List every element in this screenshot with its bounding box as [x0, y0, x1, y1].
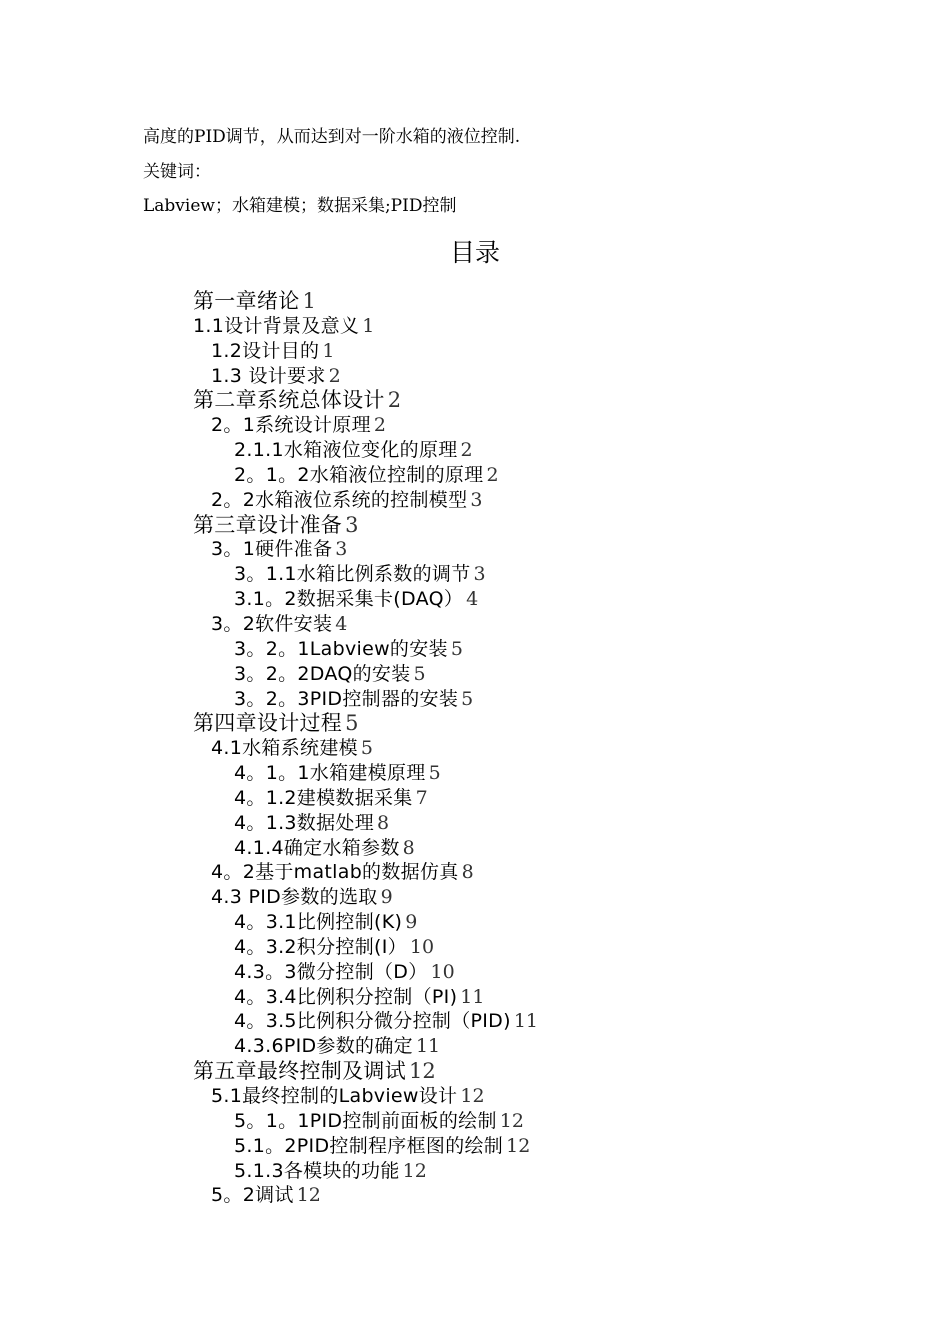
toc-entry-text: 3.1。2数据采集卡(DAQ）	[234, 588, 464, 611]
toc-entry[interactable]	[0, 1183, 950, 1208]
toc-entry-page: 7	[415, 786, 428, 809]
toc-entry[interactable]	[0, 1159, 950, 1184]
toc-entry-page: 5	[450, 637, 463, 660]
toc-entry-page: 1	[322, 339, 335, 362]
toc-entry-text: 4。3.4比例积分控制（PI)	[234, 985, 458, 1008]
toc-entry-page: 12	[506, 1134, 531, 1157]
toc-entry[interactable]	[0, 587, 950, 612]
toc-entry[interactable]	[0, 339, 950, 364]
toc-entry-page: 12	[460, 1085, 485, 1107]
toc-entry-text: 4.3.6PID参数的确定	[234, 1035, 413, 1058]
toc-entry-text: 5.1.3各模块的功能	[234, 1159, 400, 1182]
toc-title: 目录	[449, 238, 500, 267]
toc-entry-text: 1.3 设计要求	[211, 364, 326, 387]
toc-entry-text: 1.2设计目的	[211, 339, 320, 362]
toc-entry[interactable]	[0, 1134, 950, 1159]
toc-entry[interactable]	[0, 1109, 950, 1134]
toc-entry-page: 1	[302, 289, 316, 313]
toc-entry-text: 2。2水箱液位系统的控制模型	[211, 488, 468, 511]
toc-entry-text: 4。3.1比例控制(K)	[234, 911, 403, 934]
toc-entry-page: 4	[335, 612, 348, 635]
toc-entry-text: 第三章设计准备	[193, 512, 343, 537]
toc-entry-text: 3。2软件安装	[211, 612, 333, 635]
toc-entry-page: 4	[466, 588, 479, 611]
toc-entry-text: 第二章系统总体设计	[193, 388, 385, 413]
toc-entry[interactable]	[0, 413, 950, 438]
toc-entry-text: 第一章绪论	[193, 289, 300, 313]
toc-entry-text: 4。1.2建模数据采集	[234, 786, 413, 809]
toc-entry-page: 11	[460, 985, 485, 1008]
toc-entry[interactable]	[0, 562, 950, 587]
toc-entry-page: 3	[473, 563, 486, 586]
toc-entry[interactable]	[0, 537, 950, 562]
toc-entry-page: 2	[373, 414, 386, 437]
toc-entry[interactable]	[0, 612, 950, 637]
toc-entry-page: 5	[428, 762, 441, 785]
table-of-contents	[0, 289, 950, 1208]
toc-entry[interactable]	[0, 761, 950, 786]
keywords-line: Labview；水箱建模；数据采集;PID控制	[143, 196, 457, 216]
toc-entry[interactable]	[0, 960, 950, 985]
toc-entry-text: 5.1。2PID控制程序框图的绘制	[234, 1134, 504, 1157]
toc-entry-text: 4.3。3微分控制（D）	[234, 960, 428, 983]
toc-entry-text: 3。1硬件准备	[211, 538, 333, 561]
toc-entry-text: 4.1.4确定水箱参数	[234, 836, 400, 859]
toc-entry-page: 3	[470, 488, 483, 511]
toc-entry-page: 2	[387, 388, 402, 413]
toc-entry-page: 9	[405, 911, 418, 934]
toc-entry-text: 4。1.3数据处理	[234, 811, 375, 834]
toc-entry-text: 4.1水箱系统建模	[211, 737, 358, 760]
toc-entry[interactable]	[0, 711, 950, 736]
toc-entry[interactable]	[0, 736, 950, 761]
toc-entry[interactable]	[0, 314, 950, 339]
toc-entry-text: 3。2。1Labview的安装	[234, 637, 448, 660]
toc-entry[interactable]	[0, 885, 950, 910]
toc-entry-text: 1.1设计背景及意义	[193, 314, 360, 337]
toc-entry-page: 8	[402, 836, 415, 859]
toc-entry-text: 3。1.1水箱比例系数的调节	[234, 563, 471, 586]
toc-entry-page: 12	[499, 1109, 524, 1132]
toc-entry-page: 5	[345, 711, 359, 736]
toc-entry-page: 10	[430, 960, 455, 983]
toc-entry-page: 12	[402, 1159, 427, 1182]
toc-entry-text: 4。2基于matlab的数据仿真	[211, 861, 459, 884]
toc-entry[interactable]	[0, 438, 950, 463]
toc-entry[interactable]	[0, 860, 950, 885]
toc-entry-page: 8	[461, 861, 474, 884]
toc-entry-page: 5	[360, 737, 374, 760]
toc-entry[interactable]	[0, 289, 950, 314]
toc-entry-page: 3	[345, 512, 359, 537]
toc-entry-text: 4。3.2积分控制(I）	[234, 935, 407, 958]
toc-entry[interactable]	[0, 1009, 950, 1034]
toc-entry-text: 5。2调试	[211, 1184, 294, 1207]
toc-entry[interactable]	[0, 463, 950, 488]
toc-entry-text: 第四章设计过程	[193, 711, 343, 736]
keywords-label: 关键词：	[143, 162, 211, 182]
toc-entry[interactable]	[0, 687, 950, 712]
toc-entry-text: 2。1系统设计原理	[211, 414, 371, 437]
toc-entry-page: 2	[486, 463, 499, 486]
toc-entry[interactable]	[0, 388, 950, 413]
toc-entry-page: 9	[380, 886, 393, 909]
toc-entry[interactable]	[0, 935, 950, 960]
toc-entry-page: 5	[413, 662, 426, 685]
toc-entry-text: 5。1。1PID控制前面板的绘制	[234, 1109, 497, 1132]
toc-entry[interactable]	[0, 1059, 950, 1084]
toc-entry-text: 第五章最终控制及调试	[193, 1059, 406, 1084]
toc-entry[interactable]	[0, 985, 950, 1010]
toc-entry[interactable]	[0, 811, 950, 836]
toc-entry-page: 11	[513, 1010, 538, 1033]
toc-entry-text: 3。2。3PID控制器的安装	[234, 687, 459, 710]
toc-entry-text: 2。1。2水箱液位控制的原理	[234, 463, 484, 486]
toc-entry-page: 12	[296, 1184, 321, 1207]
toc-entry-page: 5	[461, 687, 474, 710]
toc-entry[interactable]	[0, 786, 950, 811]
toc-entry-text: 4.3 PID参数的选取	[211, 886, 378, 909]
toc-entry-page: 11	[415, 1035, 441, 1058]
toc-entry-text: 4。1。1水箱建模原理	[234, 762, 426, 785]
toc-entry[interactable]	[0, 662, 950, 687]
toc-entry-text: 3。2。2DAQ的安装	[234, 662, 411, 685]
toc-entry-text: 2.1.1水箱液位变化的原理	[234, 439, 458, 462]
toc-entry[interactable]	[0, 1084, 950, 1109]
toc-entry-page: 2	[460, 439, 473, 462]
toc-entry[interactable]	[0, 910, 950, 935]
toc-entry-page: 12	[409, 1059, 436, 1084]
toc-entry[interactable]	[0, 836, 950, 861]
toc-entry-page: 1	[362, 314, 375, 337]
toc-entry-page: 8	[377, 811, 390, 834]
toc-entry[interactable]	[0, 637, 950, 662]
toc-entry[interactable]	[0, 513, 950, 538]
toc-entry-page: 10	[409, 935, 435, 958]
toc-entry-text: 4。3.5比例积分微分控制（PID)	[234, 1010, 511, 1033]
toc-entry-page: 3	[335, 538, 348, 561]
toc-entry-text: 5.1最终控制的Labview设计	[211, 1085, 458, 1107]
toc-entry[interactable]	[0, 1034, 950, 1059]
toc-entry[interactable]	[0, 364, 950, 389]
toc-entry[interactable]	[0, 488, 950, 513]
toc-entry-page: 2	[328, 364, 341, 387]
abstract-tail-line: 高度的PID调节，从而达到对一阶水箱的液位控制.	[143, 127, 521, 147]
